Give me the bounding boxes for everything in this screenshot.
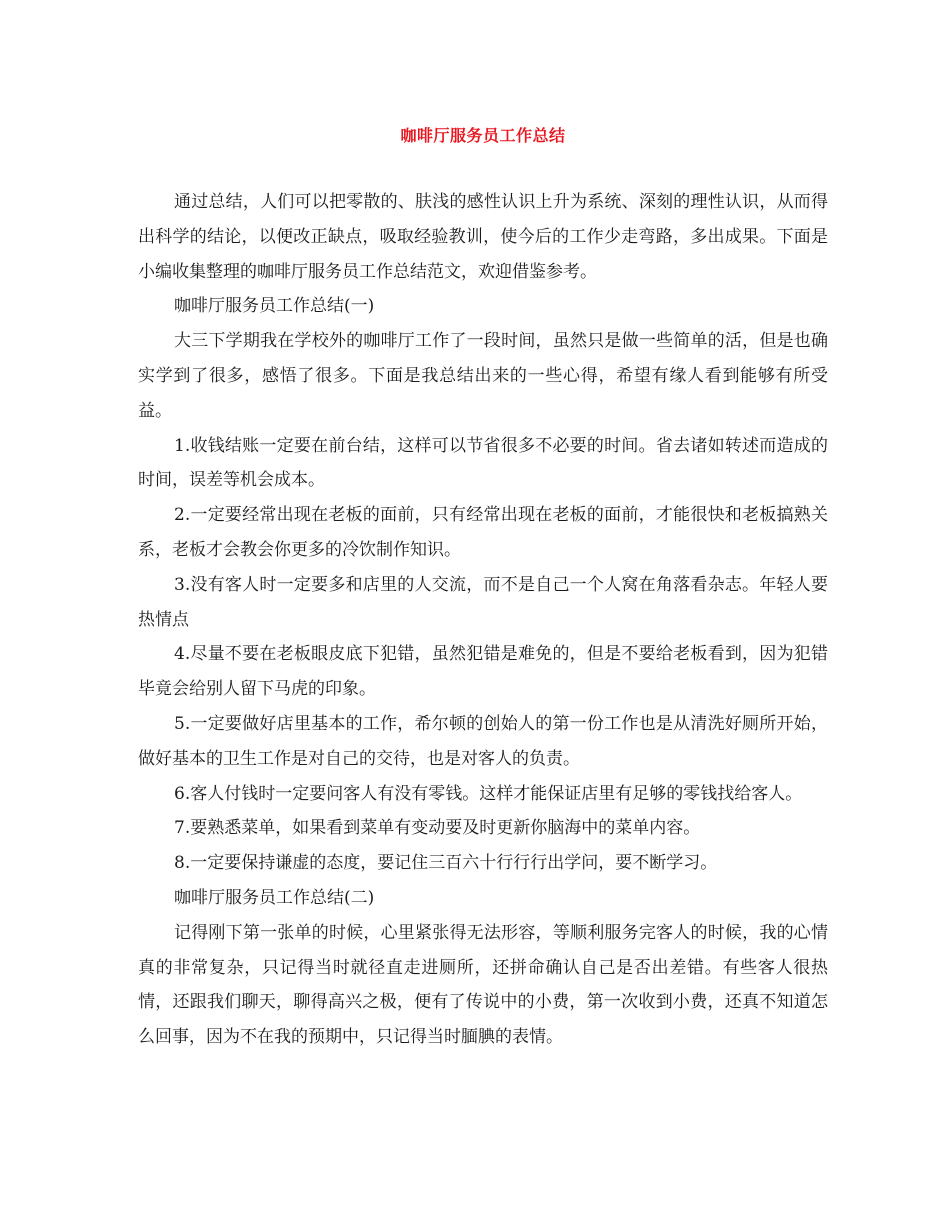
list-item-3: 3.没有客人时一定要多和店里的人交流，而不是自己一个人窝在角落看杂志。年轻人要热情点 [138,574,828,630]
paragraph-section2: 记得刚下第一张单的时候，心里紧张得无法形容，等顺利服务完客人的时候，我的心情真的非常复杂，只记得当时就径直走进厕所，还拼命确认自己是否出差错。有些客人很热情，还跟我们聊天，聊得高兴之极，便有了传说中的小费，第一次收到小费，还真不知道怎么回事，因为不在我的预期中，只记得当时腼腆的表情。 [138,922,828,1048]
paragraph-intro: 通过总结，人们可以把零散的、肤浅的感性认识上升为系统、深刻的理性认识，从而得出科学的结论，以便改正缺点，吸取经验教训，使今后的工作少走弯路，多出成果。下面是小编收集整理的咖啡厅服务员工作总结范文，欢迎借鉴参考。 [138,192,828,282]
document-title: 咖啡厅服务员工作总结 [400,126,566,145]
list-item-1: 1.收钱结账一定要在前台结，这样可以节省很多不必要的时间。省去诸如转述而造成的时间，误差等机会成本。 [138,435,828,491]
list-item-8: 8.一定要保持谦虚的态度，要记住三百六十行行行出学问，要不断学习。 [174,853,718,874]
list-item-7: 7.要熟悉菜单，如果看到菜单有变动要及时更新你脑海中的菜单内容。 [174,818,701,839]
list-item-4: 4.尽量不要在老板眼皮底下犯错，虽然犯错是难免的，但是不要给老板看到，因为犯错毕竟会给别人留下马虎的印象。 [138,644,828,700]
list-item-5: 5.一定要做好店里基本的工作，希尔顿的创始人的第一份工作也是从清洗好厕所开始，做好基本的卫生工作是对自己的交待，也是对客人的负责。 [138,713,828,769]
list-item-2: 2.一定要经常出现在老板的面前，只有经常出现在老板的面前，才能很快和老板搞熟关系，老板才会教会你更多的冷饮制作知识。 [138,505,828,560]
section-heading-1: 咖啡厅服务员工作总结(一) [174,296,375,317]
list-item-6: 6.客人付钱时一定要问客人有没有零钱。这样才能保证店里有足够的零钱找给客人。 [174,783,803,804]
paragraph-section1-intro: 大三下学期我在学校外的咖啡厅工作了一段时间，虽然只是做一些简单的活，但是也确实学到了很多，感悟了很多。下面是我总结出来的一些心得，希望有缘人看到能够有所受益。 [138,331,828,421]
section-heading-2: 咖啡厅服务员工作总结(二) [174,887,375,908]
document-body [138,185,828,1055]
